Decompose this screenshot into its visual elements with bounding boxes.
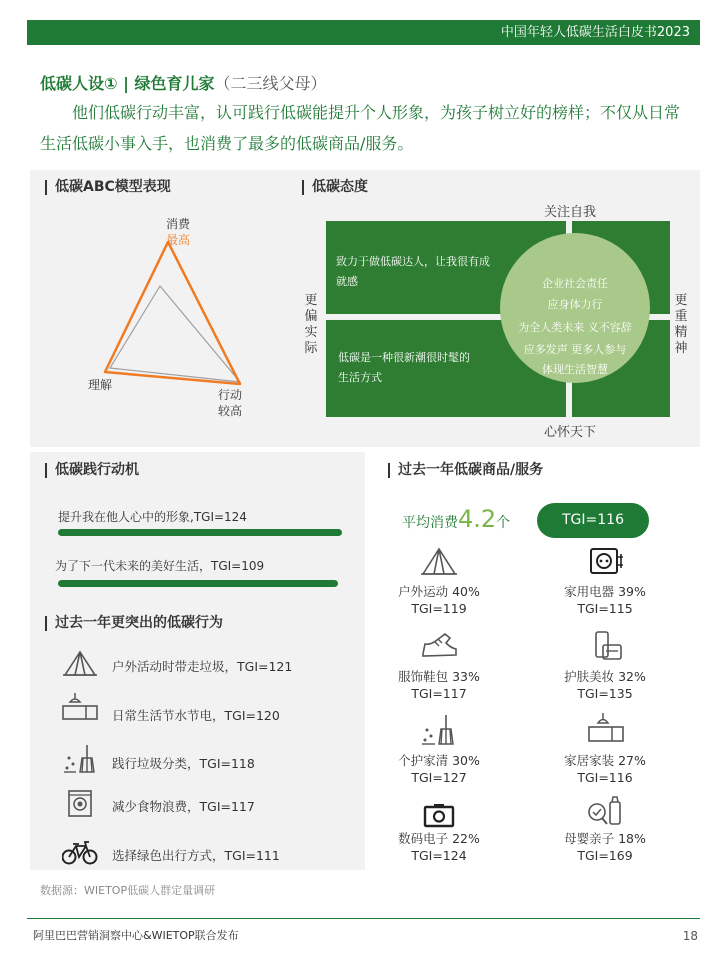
attitude-bottom-left-text: 低碳是一种很新潮很时髦的 生活方式 [338,351,470,384]
behavior-1: 户外活动时带走垃圾，TGI=121 [112,659,293,674]
persona-title [40,71,327,94]
report-header-bar [27,20,700,45]
category-personal-care: 个护家清 30% TGI=127 [398,753,480,785]
food-bag-icon [62,788,98,818]
category-digital: 数码电子 22% TGI=124 [398,831,480,863]
products-title: 过去一年低碳商品/服务 [388,463,543,478]
consume-label: 消费 [166,217,191,231]
attitude-top-label: 关注自我 [543,205,596,220]
socket-icon [586,545,626,577]
camera-icon [419,800,459,832]
radar-label-action [218,387,242,419]
motive-2-label: 为了下一代未来的美好生活，TGI=109 [55,559,265,573]
footer-divider [27,918,700,919]
attitude-center-circle: 企业社会责任 应身体力行 为全人类未来 义不容辞 应多发声 更多人参与 体现生活智慧 [500,233,650,383]
baby-bottle-icon [586,794,626,826]
category-apparel: 服饰鞋包 33% TGI=117 [398,669,480,701]
action-label: 行动 [218,388,243,402]
broom-icon [62,744,98,774]
report-title: 中国年轻人低碳生活白皮书2023 [500,25,690,40]
persona-triangle [105,242,240,384]
tent-icon [62,648,98,678]
motive-2-bar [58,580,338,587]
category-home: 家居家装 27% TGI=116 [564,753,646,785]
baseline-triangle [110,286,240,382]
broom-icon [419,714,459,746]
motives-title: 低碳践行动机 [45,463,139,478]
category-skincare: 护肤美妆 32% TGI=135 [564,669,646,701]
persona-description: 他们低碳行动丰富，认可践行低碳能提升个人形象，为孩子树立好的榜样；不仅从日常生活低碳小事入手，也消费了最多的低碳商品/服务。 [40,103,681,153]
behavior-4: 减少食物浪费，TGI=117 [112,799,255,814]
attitude-bottom-label: 心怀天下 [543,425,596,440]
attitude-title: 低碳态度 [302,180,368,195]
persona-name: 低碳人设① | 绿色育儿家 [40,74,215,93]
cosmetics-icon [586,630,626,662]
abc-radar-chart [95,225,255,390]
desk-lamp-icon [586,712,626,744]
data-source: 数据源：WIETOP低碳人群定量调研 [40,884,216,897]
bicycle-icon [62,838,98,868]
desk-lamp-icon [62,692,98,722]
attitude-left-label: 更 偏 实 际 [304,293,318,356]
category-maternal-baby: 母婴亲子 18% TGI=169 [564,831,646,863]
radar-label-consume [166,216,190,248]
motive-1-bar [58,529,342,536]
category-outdoor: 户外运动 40% TGI=119 [398,584,480,616]
footer-publisher: 阿里巴巴营销洞察中心&WIETOP联合发布 [33,929,239,942]
consume-level: 最高 [166,233,191,247]
persona-subtitle: （二三线父母） [214,74,327,93]
motive-1-label: 提升我在他人心中的形象,TGI=124 [58,510,247,524]
behaviors-title: 过去一年更突出的低碳行为 [45,616,223,631]
average-consumption: 平均消费4.2个 [402,505,511,533]
action-level: 较高 [218,404,243,418]
behavior-3: 践行垃圾分类，TGI=118 [112,756,255,771]
tent-icon [419,545,459,577]
radar-label-understand: 理解 [88,378,113,392]
attitude-right-label: 更 重 精 神 [674,293,688,356]
behavior-5: 选择绿色出行方式，TGI=111 [112,848,280,863]
page-number: 18 [682,929,698,943]
category-appliances: 家用电器 39% TGI=115 [564,584,646,616]
average-value: 4.2 [458,505,497,533]
behavior-2: 日常生活节水节电，TGI=120 [112,708,280,723]
sneaker-icon [419,630,459,662]
overall-tgi-badge: TGI=116 [537,503,649,538]
abc-model-title: 低碳ABC模型表现 [45,180,171,195]
attitude-top-left-text: 致力于做低碳达人，让我很有成 就感 [336,255,490,288]
